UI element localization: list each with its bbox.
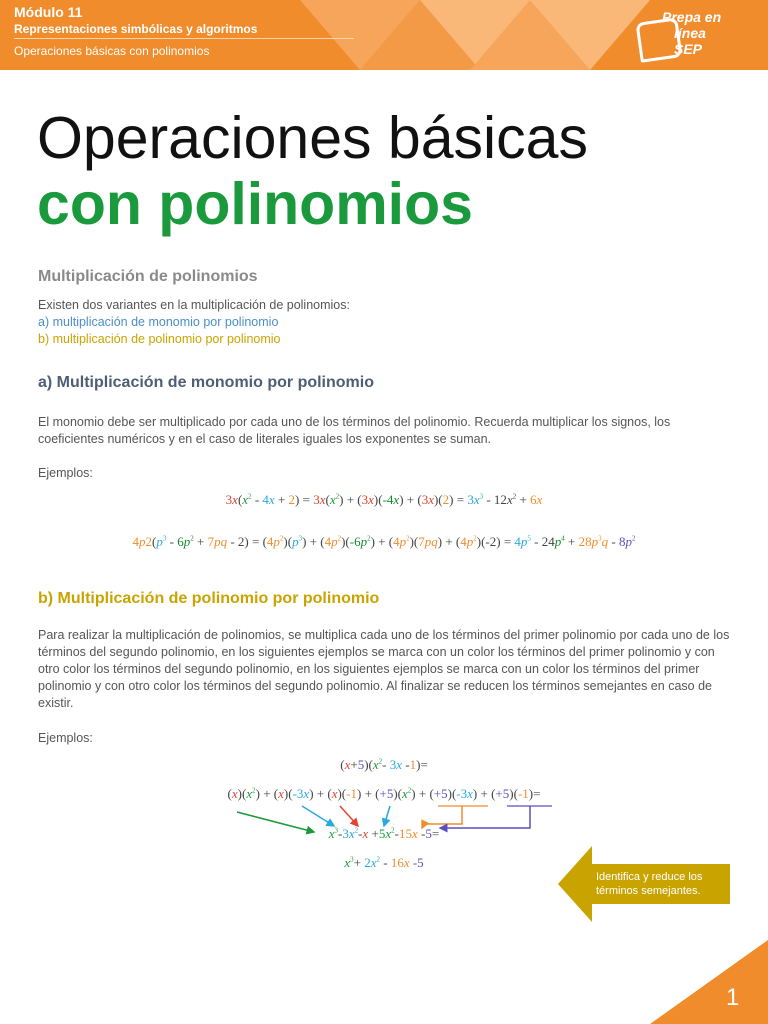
module-subtitle: Representaciones simbólicas y algoritmos [14,22,258,36]
logo-text-2: línea [674,25,706,41]
example-b-equation-2: $(x)(x^2) + (x)(-3x) + (x)(-1) + (+5)(x^2) + (+5)(-3x) + (+5)(-1)=$ [227,786,541,801]
part-b-text: Para realizar la multiplicación de polinomios, se multiplica cada uno de los términos del primer polinomio por cada uno de los términos del segundo polinomio, en los siguientes ejemplos se marca con un color los términos del primer polinomio y con otro color los términos del segundo polinomio, en los siguientes ejemplos se marca con un color los términos del primer polinomio y con otro color los términos del segundo polinomio. Al finalizar se reducen los términos semejantes en caso de existir. [38,628,730,710]
logo-text-3: SEP [674,41,703,57]
part-a-examples-label: Ejemplos: [38,466,93,480]
example-b-equation-1: $(x+5)(x^2-$ 3x -1)= [340,757,428,772]
example-b-result: $x^3+ 2x^2 - 16x$ -5 [344,855,424,870]
part-b-examples-label: Ejemplos: [38,731,93,745]
option-a: a) multiplicación de monomio por polinomio [38,315,279,329]
part-a-heading: a) Multiplicación de monomio por polinomio [38,374,374,391]
page-number: 1 [726,984,740,1011]
part-b-heading: b) Multiplicación de polinomio por polinomio [38,590,380,607]
callout-arrow-icon [558,846,592,922]
arrow-orange [422,806,462,828]
arrow-blue-2 [384,806,390,826]
arrow-red [340,806,358,826]
example-b-equation-3: $x^3-3x^2-x +5x^2-15x$ -5= [328,826,440,841]
page-corner-decoration [650,940,768,1024]
section-heading: Multiplicación de polinomios [38,268,258,285]
module-label: Módulo 11 [14,4,83,20]
topic-label: Operaciones básicas con polinomios [14,44,210,58]
example-a1-equation: $3x(x^2 - 4x + 2) = 3x(x^2) + (3x)(-4x) + (3x)(2) = 3x^3 - 12x^2 + 6x$ [225,492,543,507]
option-b: b) multiplicación de polinomio por polinomio [38,332,281,346]
example-a2-equation: $4p2(p^3 - 6p^2 + 7pq - 2) = (4p^2)(p^3) + (4p^2)(-6p^2) + (4p^2)(7pq) + (4p^2)(-2) = 4p^5 - 24p^4 + 28p^3q - 8p^2$ [132,534,636,549]
callout-note [558,846,730,922]
arrow-blue-1 [302,806,334,826]
logo-text-1: Prepa en [662,9,722,25]
part-a-text: El monomio debe ser multiplicado por cada uno de los términos del polinomio. Recuerda multiplicar los signos, los coeficientes numéricos y en el caso de literales iguales los exponentes se suman. [38,415,671,446]
section-intro: Existen dos variantes en la multiplicación de polinomios: [38,298,350,312]
page-title-line2: con polinomios [37,171,473,237]
callout-text: Identifica y reduce los términos semejantes. [596,871,703,897]
page-title-line1: Operaciones básicas [37,105,588,171]
